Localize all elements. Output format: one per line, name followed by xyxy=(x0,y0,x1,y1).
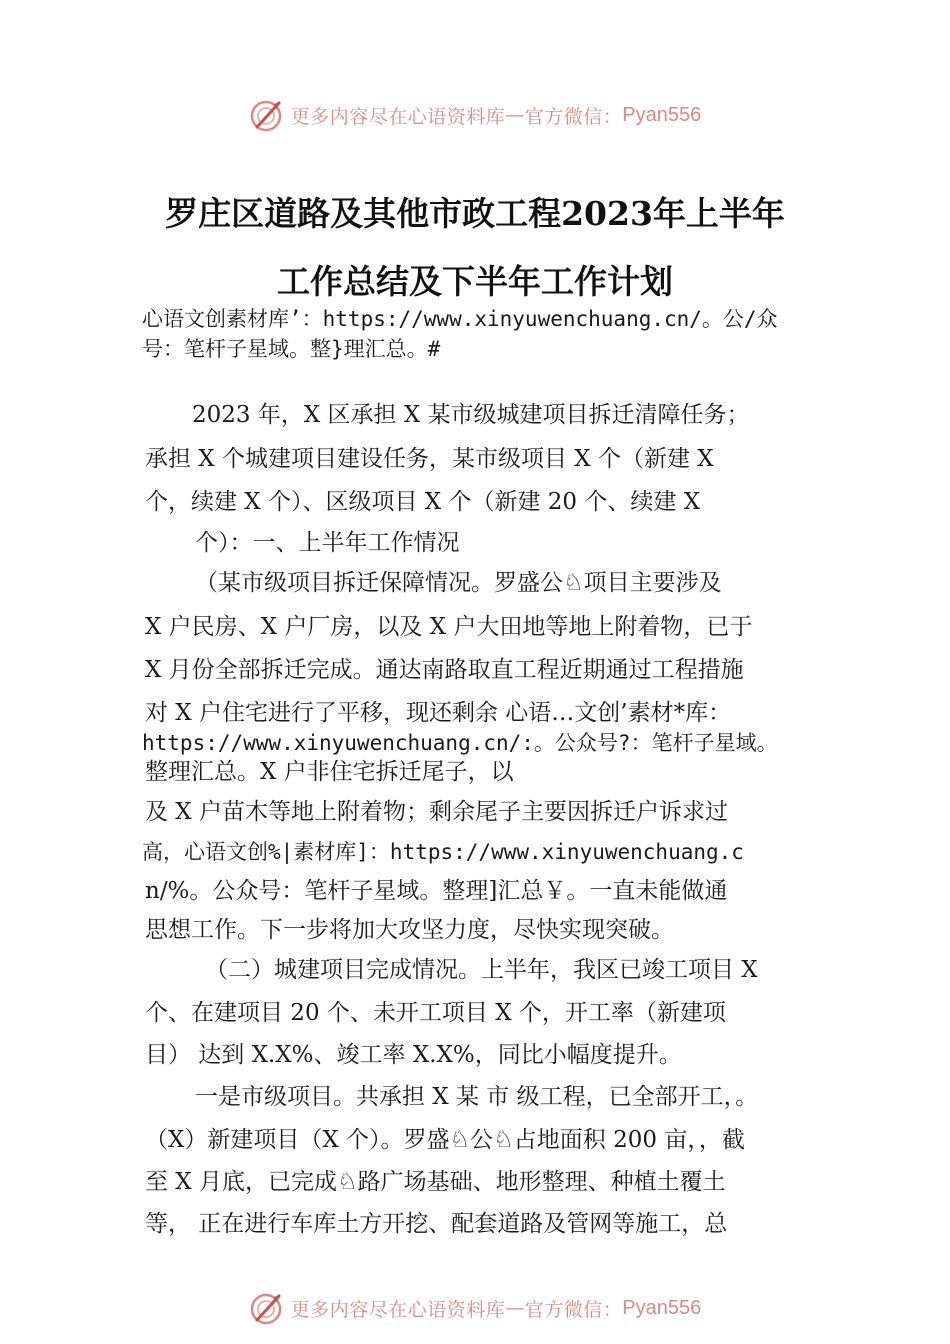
body-line: 个、在建项目 20 个、未开工项目 X 个，开工率（新建项 xyxy=(145,1000,726,1026)
document-title-line1: 罗庄区道路及其他市政工程2023年上半年 xyxy=(165,194,785,233)
body-line: 及 X 户苗木等地上附着物；剩余尾子主要因拆迁户诉求过 xyxy=(145,799,728,825)
body-line: 一是市级项目。共承担 X 某 市 级工程，已全部开工，。 xyxy=(195,1084,759,1110)
body-line: 高，心语文创%|素材库]：https://www.xinyuwenchuang.c xyxy=(142,840,744,864)
body-line: X 月份全部拆迁完成。通达南路取直工程近期通过工程措施 xyxy=(145,657,744,683)
body-line: （某市级项目拆迁保障情况。罗盛公♘项目主要涉及 xyxy=(195,570,722,596)
watermark-logo-icon xyxy=(249,1290,285,1326)
body-line: n/%。公众号：笔杆子星域。整理]汇总￥。一直未能做通 xyxy=(145,878,728,904)
body-line: 等， 正在进行车库土方开挖、配套道路及管网等施工，总 xyxy=(145,1211,728,1237)
document-title-line2: 工作总结及下半年工作计划 xyxy=(277,262,673,301)
body-line: 个，续建 X 个）、区级项目 X 个（新建 20 个、续建 X xyxy=(145,489,701,515)
body-line: X 户民房、X 户厂房，以及 X 户大田地等地上附着物，已于 xyxy=(145,614,753,640)
watermark-wechat-id: Pyan556 xyxy=(622,1296,702,1319)
body-line: https://www.xinyuwenchuang.cn/:。公众号?：笔杆子星域。 xyxy=(142,731,778,755)
watermark-dash: — xyxy=(505,1297,525,1319)
body-line: 整理汇总。X 户非住宅拆迁尾子，以 xyxy=(145,759,514,785)
watermark-site-text: 更多内容尽在心语资料库 xyxy=(290,105,506,128)
watermark-wechat-label: 官方微信： xyxy=(524,105,623,128)
body-line: 心语文创素材库’：https://www.xinyuwenchuang.cn/。公/众 xyxy=(142,307,778,331)
body-line: 承担 X 个城建项目建设任务，某市级项目 X 个（新建 X xyxy=(145,446,714,472)
watermark-banner-top xyxy=(0,95,950,135)
body-line: 目） 达到 X.X%、竣工率 X.X%，同比小幅度提升。 xyxy=(145,1042,682,1068)
body-line: 对 X 户住宅进行了平移，现还剩余 心语…文创’素材*库： xyxy=(145,700,732,726)
watermark-wechat-id: Pyan556 xyxy=(622,103,702,126)
body-line: （X）新建项目（X 个）。罗盛♘公♘占地面积 200 亩，，截 xyxy=(145,1127,745,1153)
body-line: 2023 年，X 区承担 X 某市级城建项目拆迁清障任务； xyxy=(192,402,750,428)
watermark-logo-icon xyxy=(249,97,285,133)
body-line: 个）：一、上半年工作情况 xyxy=(195,530,460,556)
body-line: 思想工作。下一步将加大攻坚力度，尽快实现突破。 xyxy=(145,917,674,943)
watermark-banner-bottom xyxy=(0,1288,950,1328)
body-line: 号：笔杆子星域。整}理汇总。# xyxy=(142,337,441,361)
body-line: （二）城建项目完成情况。上半年，我区已竣工项目 X xyxy=(205,957,758,983)
watermark-wechat-label: 官方微信： xyxy=(524,1298,623,1321)
body-line: 至 X 月底，已完成♘路广场基础、地形整理、种植土覆土 xyxy=(145,1169,726,1195)
watermark-site-text: 更多内容尽在心语资料库 xyxy=(290,1298,506,1321)
watermark-dash: — xyxy=(505,104,525,126)
